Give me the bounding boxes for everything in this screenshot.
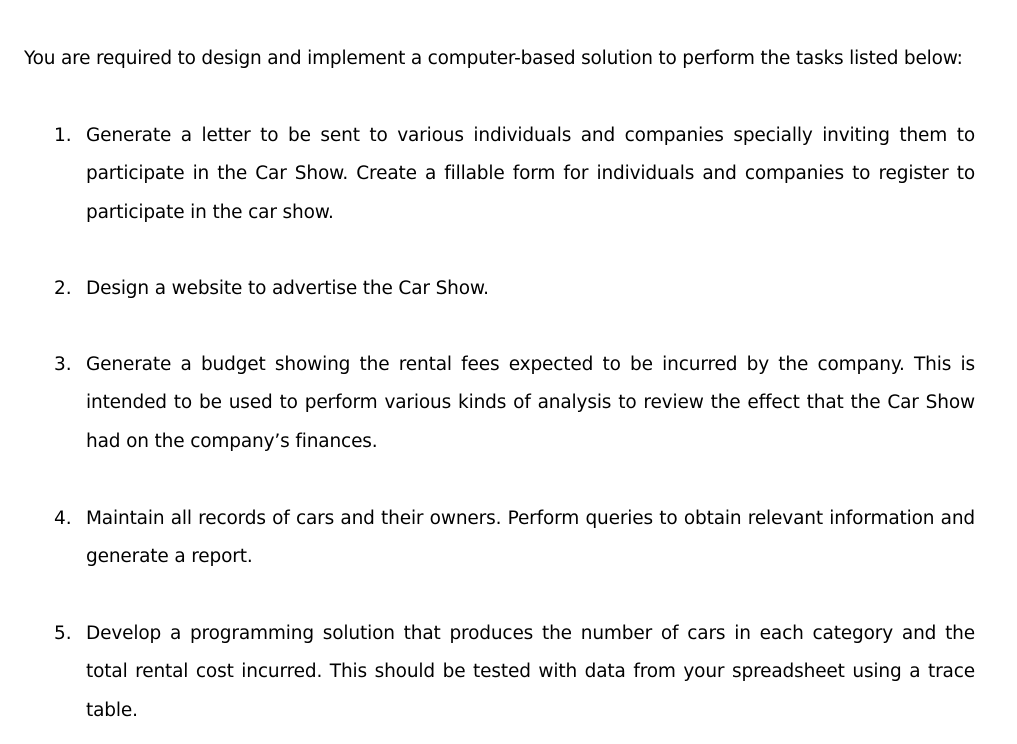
task-number: 5. [54,623,72,644]
task-number: 2. [54,278,72,299]
task-number: 3. [54,354,72,375]
task-text: Maintain all records of cars and their owners. Perform queries to obtain relevant information and generate a report. [86,508,975,568]
task-text: Generate a budget showing the rental fees expected to be incurred by the company. This is intended to be used to perform various kinds of analysis to review the effect that the Car Show had on the company’s finances. [86,354,975,452]
task-text: Develop a programming solution that produces the number of cars in each category and the total rental cost incurred. This should be tested with data from your spreadsheet using a trace table. [86,623,975,721]
task-number: 1. [54,125,72,146]
task-text: Design a website to advertise the Car Show. [86,278,489,299]
task-number: 4. [54,508,72,529]
task-text: Generate a letter to be sent to various individuals and companies specially inviting them to participate in the Car Show. Create a fillable form for individuals and companies to register to participate in the car show. [86,125,975,223]
intro-paragraph: You are required to design and implement a computer-based solution to perform the tasks listed below: [24,48,963,69]
